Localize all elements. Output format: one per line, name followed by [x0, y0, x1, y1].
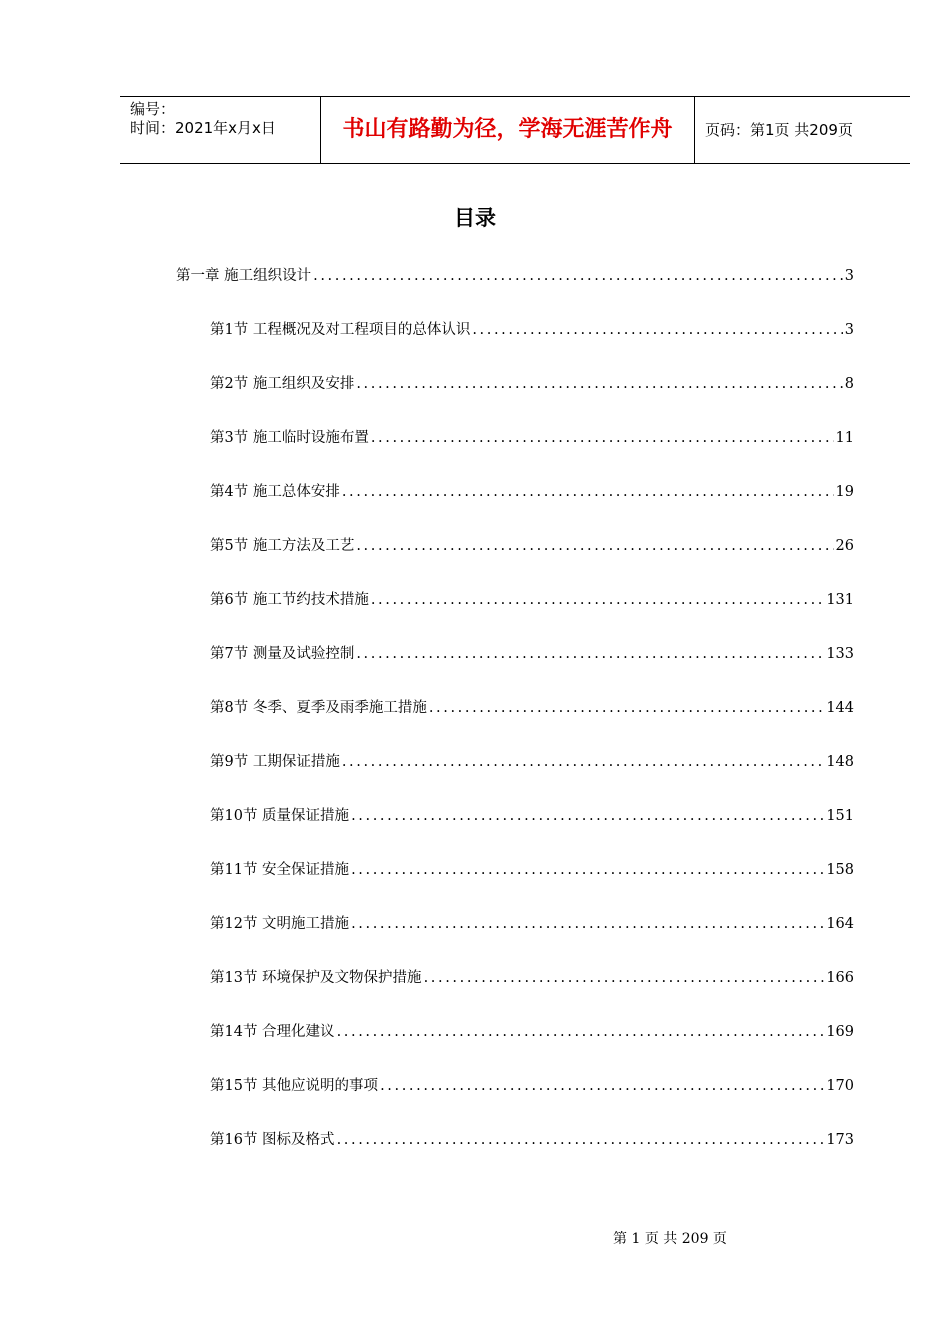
- toc-entry-page: 164: [826, 916, 854, 932]
- document-time-label: 时间：2021年x月x日: [130, 119, 276, 137]
- toc-entry-label: 第8节 冬季、夏季及雨季施工措施: [210, 700, 427, 716]
- toc-section-entry[interactable]: [210, 805, 854, 827]
- toc-leader-dots: [371, 589, 824, 611]
- toc-entry-label: 第7节 测量及试验控制: [210, 646, 355, 662]
- toc-entry-label: 第一章 施工组织设计: [176, 268, 312, 284]
- toc-entry-label: 第12节 文明施工措施: [210, 916, 350, 932]
- toc-section-entry[interactable]: [210, 535, 854, 557]
- toc-leader-dots: [342, 751, 824, 773]
- toc-entry-label: 第1节 工程概况及对工程项目的总体认识: [210, 322, 471, 338]
- toc-entry-page: 8: [844, 376, 854, 392]
- header-motto-cell: [321, 97, 695, 163]
- toc-leader-dots: [337, 1021, 825, 1043]
- toc-leader-dots: [337, 1129, 825, 1151]
- toc-leader-dots: [356, 643, 824, 665]
- page-footer: 第 1 页 共 209 页: [613, 1231, 727, 1247]
- toc-entry-page: 26: [835, 538, 854, 554]
- toc-entry-page: 144: [826, 700, 854, 716]
- toc-entry-label: 第13节 环境保护及文物保护措施: [210, 970, 422, 986]
- toc-entry-page: 131: [826, 592, 854, 608]
- toc-entry-label: 第3节 施工临时设施布置: [210, 430, 369, 446]
- header-meta-cell: [120, 97, 321, 163]
- toc-section-entry[interactable]: [210, 481, 854, 503]
- toc-leader-dots: [356, 373, 842, 395]
- toc-entry-label: 第14节 合理化建议: [210, 1024, 335, 1040]
- header-motto: 书山有路勤为径，学海无涯苦作舟: [342, 117, 673, 142]
- toc-entry-label: 第10节 质量保证措施: [210, 808, 350, 824]
- header-table: [120, 96, 910, 164]
- toc-entry-page: 11: [835, 430, 854, 446]
- toc-entry-label: 第9节 工期保证措施: [210, 754, 340, 770]
- toc-leader-dots: [342, 481, 834, 503]
- toc-title: 目录: [454, 206, 496, 230]
- toc-entry-page: 170: [826, 1078, 854, 1094]
- toc-section-entry[interactable]: [210, 859, 854, 881]
- header-page-info: 页码：第1页 共209页: [705, 121, 853, 139]
- toc-leader-dots: [424, 967, 825, 989]
- toc-leader-dots: [351, 805, 824, 827]
- toc-entry-page: 166: [826, 970, 854, 986]
- toc-leader-dots: [429, 697, 824, 719]
- toc-entry-page: 19: [835, 484, 854, 500]
- toc-entry-label: 第15节 其他应说明的事项: [210, 1078, 379, 1094]
- toc-section-entry[interactable]: [210, 373, 854, 395]
- toc-section-entry[interactable]: [210, 319, 854, 341]
- document-number-label: 编号：: [130, 100, 176, 118]
- toc-entry-page: 158: [826, 862, 854, 878]
- toc-entry-label: 第2节 施工组织及安排: [210, 376, 355, 392]
- toc-section-entry[interactable]: [210, 697, 854, 719]
- toc-chapter-entry[interactable]: [176, 265, 854, 287]
- toc-entry-page: 169: [826, 1024, 854, 1040]
- toc-entry-page: 173: [826, 1132, 854, 1148]
- toc-leader-dots: [472, 319, 842, 341]
- toc-entry-label: 第16节 图标及格式: [210, 1132, 335, 1148]
- toc-section-entry[interactable]: [210, 913, 854, 935]
- toc-leader-dots: [313, 265, 843, 287]
- toc-entry-page: 3: [844, 322, 854, 338]
- toc-section-entry[interactable]: [210, 751, 854, 773]
- toc-section-entry[interactable]: [210, 1021, 854, 1043]
- toc-leader-dots: [351, 859, 824, 881]
- header-page-cell: [695, 97, 910, 163]
- toc-entry-label: 第11节 安全保证措施: [210, 862, 350, 878]
- toc-section-entry[interactable]: [210, 589, 854, 611]
- toc-section-entry[interactable]: [210, 1129, 854, 1151]
- toc-entry-page: 148: [826, 754, 854, 770]
- toc-section-entry[interactable]: [210, 427, 854, 449]
- toc-section-entry[interactable]: [210, 1075, 854, 1097]
- toc-entry-page: 133: [826, 646, 854, 662]
- toc-entry-label: 第6节 施工节约技术措施: [210, 592, 369, 608]
- toc-leader-dots: [351, 913, 824, 935]
- toc-entry-label: 第5节 施工方法及工艺: [210, 538, 355, 554]
- toc-entry-page: 3: [844, 268, 854, 284]
- toc-leader-dots: [380, 1075, 824, 1097]
- toc-leader-dots: [356, 535, 833, 557]
- toc-leader-dots: [371, 427, 834, 449]
- toc-entry-label: 第4节 施工总体安排: [210, 484, 340, 500]
- toc-section-entry[interactable]: [210, 967, 854, 989]
- toc-section-entry[interactable]: [210, 643, 854, 665]
- toc-entry-page: 151: [826, 808, 854, 824]
